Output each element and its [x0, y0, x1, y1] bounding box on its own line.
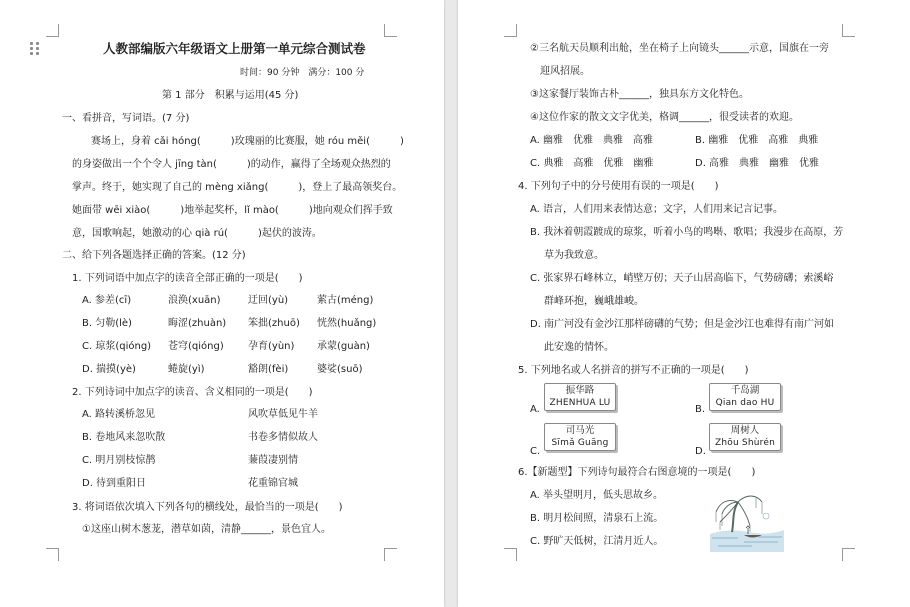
option: 承蒙(guàn) [317, 341, 370, 352]
page-left [0, 0, 444, 607]
option: D. 揣摸(yè) [82, 364, 136, 375]
option: 蒹葭凄别情 [248, 455, 298, 466]
option: D. 待到重阳日 [82, 478, 147, 489]
crop-mark [46, 548, 59, 561]
option-letter: D. [695, 446, 706, 457]
section-heading: 一、看拼音，写词语。(7 分) [62, 113, 190, 124]
crop-mark [504, 548, 517, 561]
sign-hanzi: 千岛湖 [730, 385, 760, 396]
exam-meta: 时间：90 分钟 满分：100 分 [240, 68, 365, 78]
option: B. 卷地风来忽吹散 [82, 432, 166, 443]
passage-line: 她面带 wēi xiào( )地举起奖杯，lǐ mào( )地向观众们挥手致 [72, 205, 393, 216]
crop-mark [842, 548, 855, 561]
option: C. 典雅 高雅 优雅 幽雅 [530, 158, 654, 169]
option: 花重锦官城 [248, 478, 298, 489]
option: D. 高雅 典雅 幽雅 优雅 [695, 158, 820, 169]
question-stem: 3. 将词语依次填入下列各句的横线处，最恰当的一项是( ) [72, 502, 343, 513]
option: 风吹草低见牛羊 [248, 409, 318, 420]
option: A. 参差(cī) [82, 295, 132, 306]
option: 婆娑(suō) [317, 364, 363, 375]
passage-line: 意，国歌响起，她激动的心 qià rú( )起伏的波涛。 [72, 228, 322, 239]
crop-mark [842, 24, 855, 37]
person-name-sign [544, 423, 616, 451]
sign-hanzi: 司马光 [565, 425, 595, 436]
option: 恍然(huǎng) [317, 318, 377, 329]
option: B. 匀勒(lè) [82, 318, 132, 329]
option: 晦涩(zhuàn) [168, 318, 227, 329]
option: B. 幽雅 优雅 高雅 典雅 [695, 135, 819, 146]
option: B. 我沐着朝霞踱成的琼浆，听着小鸟的鸣啭、歌唱；我漫步在高原，芳 [530, 227, 844, 238]
option: 书卷多情似故人 [248, 432, 318, 443]
question-stem: 1. 下列词语中加点字的读音全部正确的一项是( ) [72, 273, 303, 284]
place-name-sign [544, 383, 616, 411]
option: A. 语言，人们用来表情达意；文字，人们用来记言记事。 [530, 204, 784, 215]
person-name-sign [709, 423, 781, 451]
option: 浪涣(xuān) [168, 295, 221, 306]
option: C. 琼浆(qióng) [82, 341, 152, 352]
question-line: ②三名航天员顺利出舱，坐在椅子上向镜头______示意，国旗在一旁 [530, 43, 829, 54]
option: A. 路转溪桥忽见 [82, 409, 156, 420]
passage-line: 的身姿做出一个个令人 jīng tàn( )的动作，赢得了全场观众热烈的 [72, 159, 391, 170]
option: 蜷旋(yì) [168, 364, 205, 375]
crop-mark [384, 548, 397, 561]
question-stem: 4. 下列句子中的分号使用有误的一项是( ) [518, 181, 719, 192]
sign-pinyin: ZHENHUA LU [549, 398, 611, 408]
question-stem: 2. 下列诗词中加点字的读音、含义相同的一项是( ) [72, 387, 313, 398]
part-heading: 第 1 部分 积累与运用(45 分) [162, 90, 299, 101]
question-line: ③这家餐厅装饰古朴______，独具东方文化特色。 [530, 89, 749, 100]
option: A. 举头望明月，低头思故乡。 [530, 490, 664, 501]
drag-handle-icon[interactable] [30, 42, 40, 56]
question-stem: 6.【新题型】下列诗句最符合右图意境的一项是( ) [518, 467, 756, 478]
section-heading: 二、给下列各题选择正确的答案。(12 分) [62, 250, 246, 261]
question-line: 迎风招展。 [540, 66, 590, 77]
document-title: 人教部编版六年级语文上册第一单元综合测试卷 [103, 41, 366, 56]
sign-pinyin: Zhōu Shùrén [714, 438, 775, 448]
option: 草为我致意。 [544, 250, 604, 261]
question-stem: 5. 下列地名或人名拼音的拼写不正确的一项是( ) [518, 365, 749, 376]
crop-mark [384, 24, 397, 37]
option: C. 明月别枝惊鹊 [82, 455, 156, 466]
sign-pinyin: Sīmǎ Guāng [551, 438, 609, 448]
passage-line: 掌声。终于，她实现了自己的 mèng xiǎng( )，登上了最高领奖台。 [72, 182, 403, 193]
option: 群峰环抱，巍峨雄峻。 [544, 296, 644, 307]
option: 萦古(méng) [317, 295, 374, 306]
riverside-tree-illustration [708, 488, 786, 552]
place-name-sign [709, 383, 781, 411]
option-letter: C. [530, 446, 541, 457]
sign-pinyin: Qian dao HU [715, 398, 775, 408]
sign-hanzi: 振华路 [565, 385, 595, 396]
option: B. 明月松间照，清泉石上流。 [530, 513, 664, 524]
sign-hanzi: 周树人 [730, 425, 760, 436]
option: D. 南广河没有金沙江那样磅礴的气势；但是金沙江也难得有南广河如 [530, 319, 835, 330]
question-line: ④这位作家的散文文字优美，格调______，很受读者的欢迎。 [530, 112, 799, 123]
option: 此安逸的情怀。 [544, 342, 614, 353]
option: 豁朗(fèi) [248, 364, 289, 375]
page-right [458, 0, 910, 607]
option: C. 野旷天低树，江清月近人。 [530, 536, 664, 547]
option: 苍穹(qióng) [168, 341, 224, 352]
option: C. 张家界石峰林立，峭壁万仞；天子山居高临下，气势磅礴；索溪峪 [530, 273, 834, 284]
question-line: ①这座山树木葱茏，潜草如茵，清静______，景色宜人。 [82, 524, 331, 535]
option-letter: A. [530, 404, 540, 415]
crop-mark [504, 24, 517, 37]
option: 孕育(yùn) [248, 341, 295, 352]
crop-mark [46, 24, 59, 37]
option: 笨拙(zhuō) [248, 318, 300, 329]
passage-line: 赛场上，身着 cǎi hóng( )玫瑰丽的比赛服，她 róu měi( ) [91, 136, 404, 147]
option: 迂回(yù) [248, 295, 289, 306]
option: A. 幽雅 优雅 典雅 高雅 [530, 135, 654, 146]
option-letter: B. [695, 404, 706, 415]
